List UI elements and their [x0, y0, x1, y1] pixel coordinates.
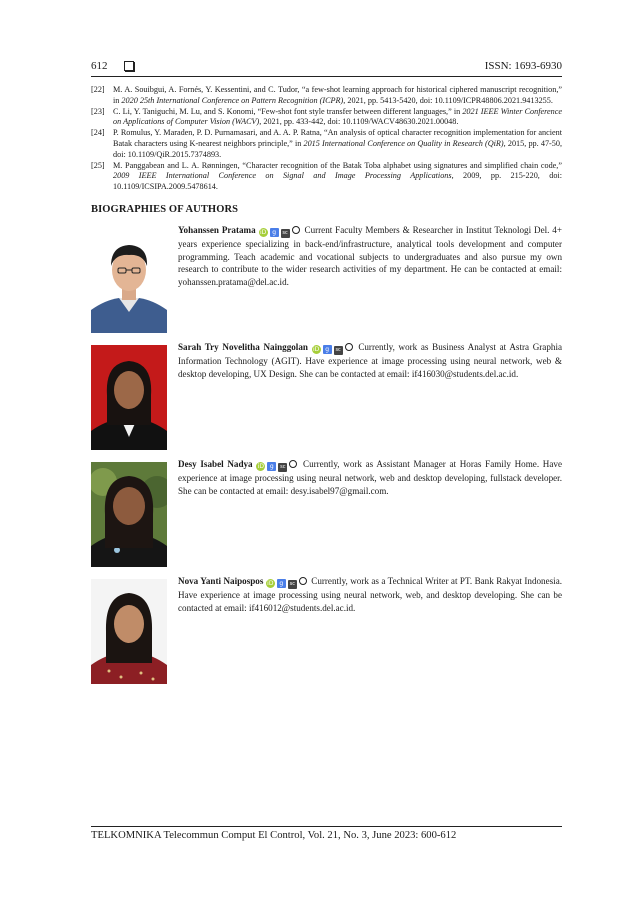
reference-number: [23]	[91, 106, 105, 116]
reference-item	[91, 107, 562, 129]
scopus-icon[interactable]: sc	[282, 230, 288, 236]
google-scholar-icon[interactable]: g	[270, 228, 279, 237]
orcid-icon[interactable]: iD	[259, 229, 267, 236]
reference-venue: 2020 25th International Conference on Pattern Recognition (ICPR)	[121, 95, 344, 105]
reference-tail: , 2015, pp. 47-50, doi: 10.1109/QiR.2015.7374893.	[113, 138, 562, 159]
google-scholar-icon[interactable]: g	[323, 345, 332, 354]
orcid-icon[interactable]: iD	[312, 346, 320, 353]
publons-icon[interactable]	[289, 460, 297, 468]
section-title: BIOGRAPHIES OF AUTHORS	[91, 204, 239, 215]
publons-icon[interactable]	[345, 343, 353, 351]
author-photo	[91, 579, 167, 684]
reference-item	[91, 85, 562, 107]
orcid-icon[interactable]: iD	[257, 463, 264, 470]
header-rule	[91, 76, 562, 77]
page-number: 612	[91, 60, 108, 72]
scopus-icon[interactable]: sc	[335, 347, 341, 353]
author-name: Sarah Try Novelitha Nainggolan	[178, 342, 308, 352]
issn: ISSN: 1693-6930	[484, 60, 562, 72]
publons-icon[interactable]	[299, 577, 307, 585]
author-photo	[91, 345, 167, 450]
reference-item	[91, 161, 562, 193]
google-scholar-icon[interactable]: g	[267, 462, 276, 471]
author-name: Nova Yanti Naipospos	[178, 576, 264, 586]
author-name: Desy Isabel Nadya	[178, 459, 253, 469]
page-header	[91, 58, 562, 76]
author-photo	[91, 462, 167, 567]
publons-icon[interactable]	[292, 226, 300, 234]
reference-number: [24]	[91, 128, 105, 138]
reference-text: P. Romulus, Y. Maraden, P. D. Purnamasari, and A. A. P. Ratna, “An analysis of optical character recognition implementation for ancient Batak characters using K-nearest neighbors principle,” in	[113, 128, 562, 148]
reference-tail: , 2009, pp. 215-220, doi: 10.1109/ICSIPA.2009.5478614.	[113, 171, 562, 192]
scopus-icon[interactable]: sc	[280, 464, 286, 470]
page-footer: TELKOMNIKA Telecommun Comput El Control, Vol. 21, No. 3, June 2023: 600-612	[91, 830, 457, 841]
reference-venue: 2021 IEEE Winter Conference on Applications of Computer Vision (WACV)	[113, 106, 563, 127]
author-bio-text: Current Faculty Members & Researcher in Institut Teknologi Del. 4+ years experience specializing in back-end/infrastructure, analytical tools development and computer programming. Teach academic and vocational subjects to undergraduates and also pursue my own research to contribute to the wider research activities of my department. He can be contacted at email: yohanssen.pratama@del.ac.id.	[178, 225, 562, 287]
reference-tail: , 2021, pp. 5413-5420, doi: 10.1109/ICPR48806.2021.9413255.	[343, 95, 553, 105]
reference-item	[91, 128, 562, 160]
author-bio-text: Currently, work as a Technical Writer at PT. Bank Rakyat Indonesia. Have experience at image processing using neural network, web, and desktop developing. She can be contacted at email: if416012@students.del.ac.id.	[178, 576, 563, 613]
reference-venue: 2009 IEEE International Conference on Signal and Image Processing Applications	[113, 171, 452, 181]
reference-venue: 2015 International Conference on Quality in Research (QiR)	[303, 138, 504, 148]
reference-tail: , 2021, pp. 433-442, doi: 10.1109/WACV48630.2021.00048.	[259, 117, 459, 127]
reference-text: M. Panggabean and L. A. Rønningen, “Character recognition of the Batak Toba alphabet using signatures and simplified chain code,”	[113, 160, 562, 170]
author-bio-text: Currently, work as Business Analyst at Astra Graphia Information Technology (AGIT). Have experience at image processing using neural network, web & desktop developing, UX Design. She can be contacted at email: if416030@students.del.ac.id.	[178, 342, 563, 379]
author-photo	[91, 228, 167, 333]
author-bio-text: Currently, work as Assistant Manager at Horas Family Home. Have experience at image processing using neural network, web and desktop developing, fullstack developer. She can be contacted at email: desy.isabel97@gmail.com.	[178, 459, 562, 496]
scopus-icon[interactable]: sc	[289, 581, 295, 587]
author-name: Yohanssen Pratama	[178, 225, 256, 235]
reference-text: C. Li, Y. Taniguchi, M. Lu, and S. Konomi, “Few-shot font style transfer between different languages,” in	[113, 106, 463, 116]
reference-number: [22]	[91, 85, 105, 94]
orcid-icon[interactable]: iD	[267, 580, 274, 587]
header-square-icon	[124, 61, 134, 71]
google-scholar-icon[interactable]: g	[277, 579, 286, 588]
footer-rule	[91, 826, 562, 827]
reference-list	[91, 85, 562, 193]
reference-number: [25]	[91, 160, 105, 170]
reference-text: M. A. Souibgui, A. Fornés, Y. Kessentini, and C. Tudor, “a few-shot learning approach for historical ciphered manuscript recognition,” in	[113, 85, 562, 105]
